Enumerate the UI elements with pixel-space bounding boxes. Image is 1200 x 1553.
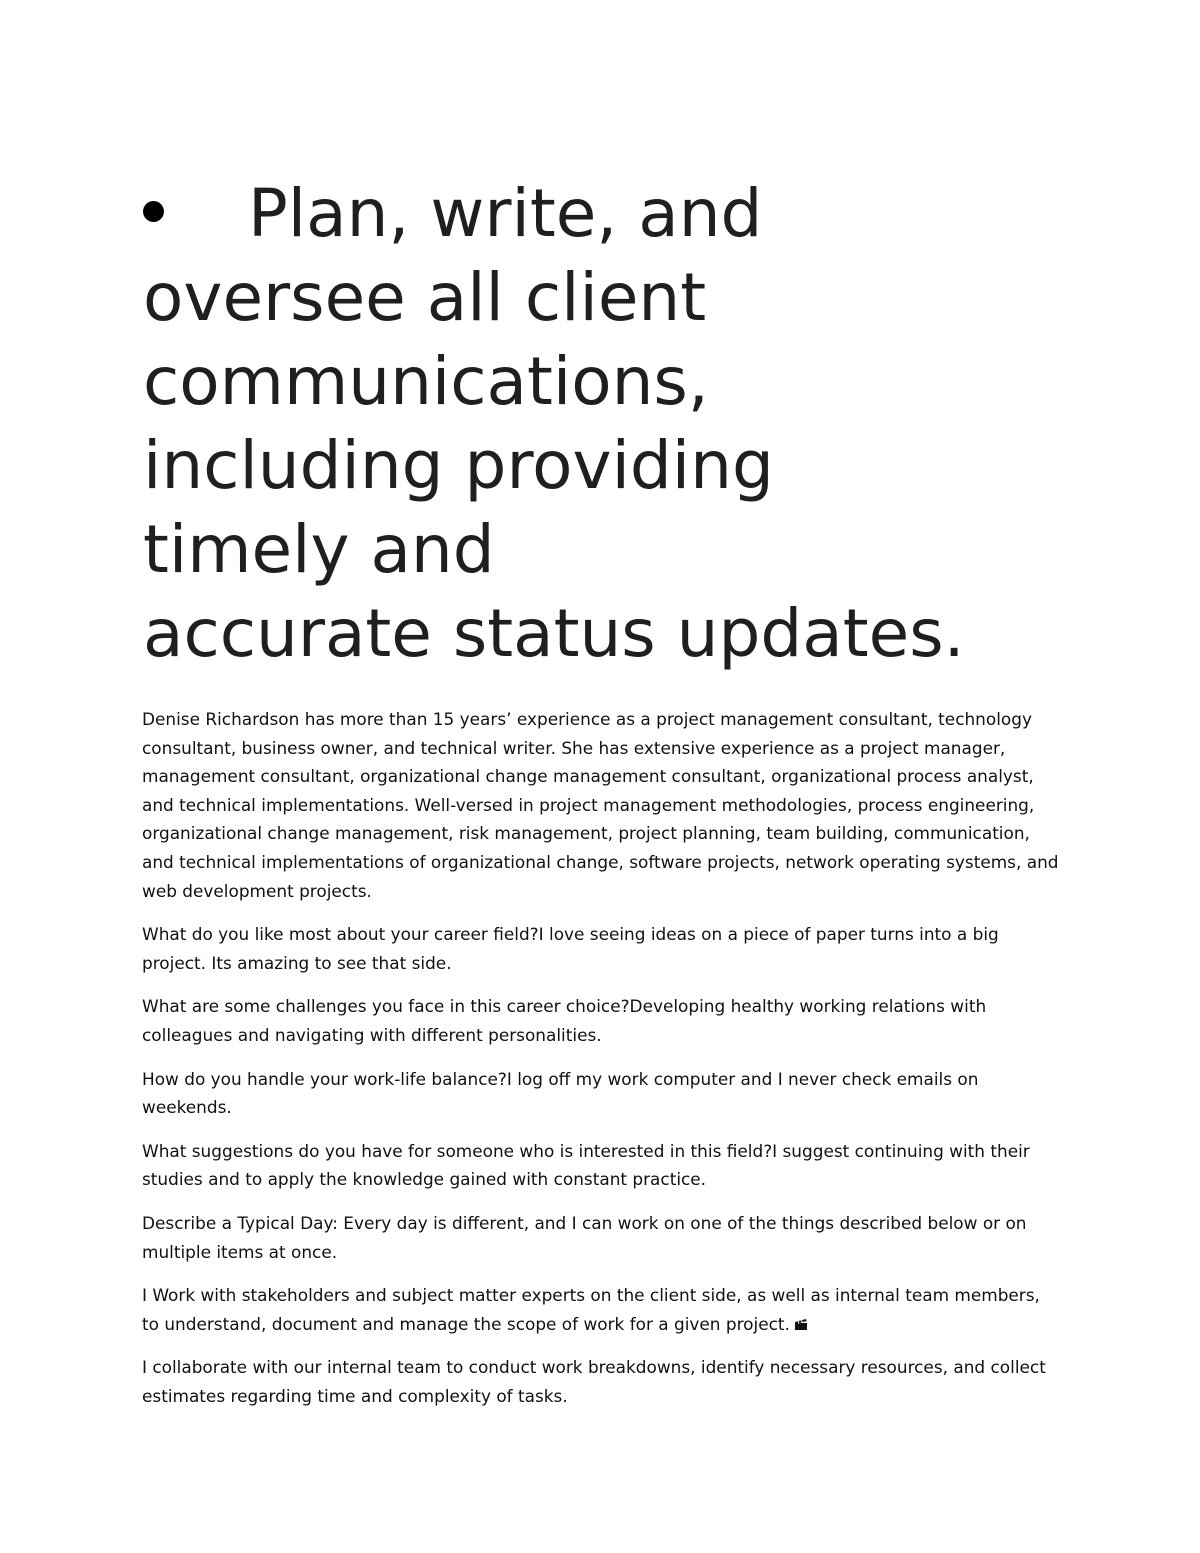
heading-line-1: [143, 172, 1103, 256]
bio-paragraph: Denise Richardson has more than 15 years’ experience as a project management consultant, technology consultant, business owner, and technical writer. She has extensive experience as a project manager, management consultant, organizational change management consultant, organizational process analyst, and technical implementations. Well-versed in project management methodologies, process engineering, organizational change management, risk management, project planning, team building, communication, and technical implementations of organizational change, software projects, network operating systems, and web development projects.: [142, 709, 1059, 901]
clapperboard-icon: [794, 1318, 808, 1331]
heading-line-6: accurate status updates.: [143, 595, 965, 672]
qa-career-field: What do you like most about your career field?I love seeing ideas on a piece of paper turns into a big project. Its amazing to see that side.: [142, 924, 999, 973]
qa-challenges: What are some challenges you face in this career choice?Developing healthy working relations with colleagues and navigating with different personalities.: [142, 996, 987, 1045]
collaborate-paragraph: I collaborate with our internal team to conduct work breakdowns, identify necessary resources, and collect estimates regarding time and complexity of tasks.: [142, 1357, 1046, 1406]
heading-text-1: Plan, write, and: [248, 175, 763, 252]
heading-line-3: communications,: [143, 343, 709, 420]
stakeholders-text: I Work with stakeholders and subject matter experts on the client side, as well as internal team members, to understand, document and manage the scope of work for a given project.: [142, 1285, 1040, 1334]
bullet-heading: [143, 172, 1103, 676]
bullet-dot-icon: [143, 201, 164, 222]
typical-day-paragraph: Describe a Typical Day: Every day is different, and I can work on one of the things described below or on multiple items at once.: [142, 1212, 1027, 1262]
stakeholders-paragraph: [142, 1281, 1062, 1338]
qa-work-life-balance: How do you handle your work-life balance?I log off my work computer and I never check emails on weekends.: [142, 1068, 979, 1118]
body-text: [142, 705, 1062, 1425]
qa-suggestions: What suggestions do you have for someone who is interested in this field?I suggest continuing with their studies and to apply the knowledge gained with constant practice.: [142, 1140, 1030, 1190]
heading-line-5: timely and: [143, 511, 495, 588]
heading-line-4: including providing: [143, 427, 774, 504]
heading-line-2: oversee all client: [143, 259, 707, 336]
